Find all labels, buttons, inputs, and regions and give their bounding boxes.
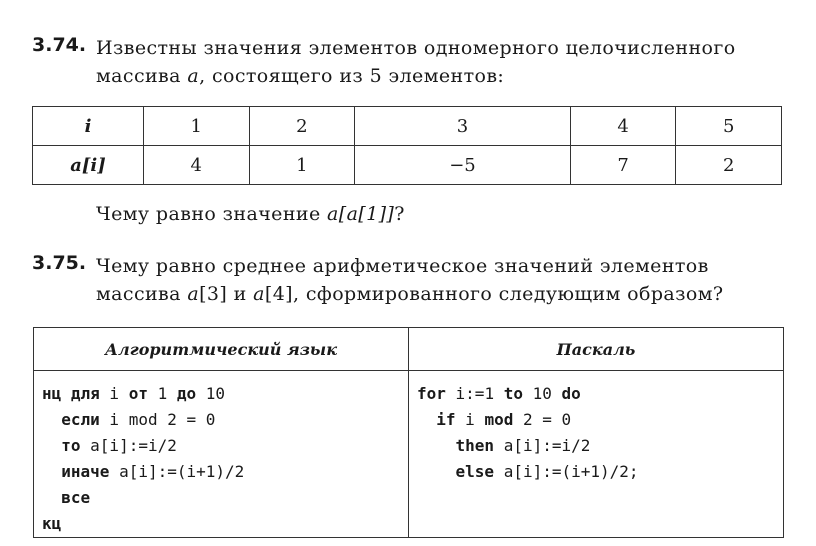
keyword: if	[436, 410, 456, 429]
value-header: a[i]	[33, 146, 144, 185]
code-text: i	[99, 384, 129, 403]
expression: a[a[1]]	[327, 203, 395, 225]
code-text: 2 = 0	[513, 410, 572, 429]
keyword: mod	[484, 410, 514, 429]
pascal-code	[409, 371, 784, 538]
code-header-row	[34, 328, 784, 371]
value-row	[33, 146, 782, 185]
keyword: to	[503, 384, 523, 403]
code-text: 10	[522, 384, 562, 403]
code-text	[42, 488, 61, 507]
code-line	[417, 407, 775, 433]
problem-number: 3.75.	[32, 252, 87, 274]
index-cell: 5	[676, 107, 782, 146]
keyword: все	[61, 488, 91, 507]
code-text: a[i]:=i/2	[80, 436, 177, 455]
array-variable: a	[187, 283, 200, 305]
text-span: , сформированного следующим образом?	[293, 283, 724, 305]
keyword: от	[128, 384, 148, 403]
problem-text	[96, 34, 792, 90]
code-text: a[i]:=(i+1)/2;	[494, 462, 639, 481]
code-line	[42, 381, 400, 407]
problem-line	[96, 62, 792, 90]
problem-text	[96, 252, 792, 308]
code-line	[417, 459, 775, 485]
index-row	[33, 107, 782, 146]
problem-number: 3.74.	[32, 34, 87, 56]
code-body-row	[34, 371, 784, 538]
array-variable: a	[187, 65, 200, 87]
code-line	[42, 433, 400, 459]
keyword: else	[455, 462, 495, 481]
text-span: массива	[96, 65, 188, 87]
code-text	[417, 462, 456, 481]
keyword: до	[176, 384, 197, 403]
code-line	[42, 459, 400, 485]
problem-line: Чему равно среднее арифметическое значений элементов	[96, 255, 709, 277]
keyword: то	[61, 436, 81, 455]
code-line	[417, 433, 775, 459]
array-variable: a	[253, 283, 265, 305]
algo-header: Алгоритмический язык	[34, 328, 409, 371]
value-cell: −5	[355, 146, 571, 185]
keyword: если	[61, 410, 100, 429]
code-text	[42, 410, 61, 429]
pascal-header: Паскаль	[409, 328, 784, 371]
keyword: for	[417, 384, 446, 403]
array-table	[32, 106, 782, 185]
text-span: Чему равно значение	[96, 203, 328, 225]
code-text: 10	[196, 384, 226, 403]
text-span: ?	[394, 203, 405, 225]
problem-375	[32, 252, 792, 308]
code-text: 1	[147, 384, 177, 403]
code-text	[42, 436, 61, 455]
text-span: , состоящего из 5 элементов:	[199, 65, 505, 87]
code-line	[417, 381, 775, 407]
problem-line	[96, 280, 792, 308]
code-text	[417, 410, 436, 429]
algo-code	[34, 371, 409, 538]
question-374	[96, 203, 405, 225]
value-cell: 2	[676, 146, 782, 185]
index-cell: 3	[355, 107, 571, 146]
code-table	[33, 327, 784, 538]
index-cell: 4	[570, 107, 676, 146]
pascal-lines	[417, 381, 775, 485]
code-text	[417, 436, 456, 455]
code-text: i mod 2 = 0	[99, 410, 216, 429]
code-text	[42, 462, 61, 481]
keyword: нц для	[42, 384, 100, 403]
index-cell: 2	[249, 107, 355, 146]
code-text: i	[455, 410, 485, 429]
value-cell: 1	[249, 146, 355, 185]
keyword: иначе	[61, 462, 110, 481]
text-span: и	[227, 283, 254, 305]
problem-374	[32, 34, 792, 90]
code-text: a[i]:=(i+1)/2	[109, 462, 245, 481]
code-text: i:=1	[445, 384, 504, 403]
keyword: кц	[42, 514, 62, 533]
algo-lines	[42, 381, 400, 537]
text-span: массива	[96, 283, 188, 305]
value-cell: 4	[144, 146, 250, 185]
text-span: [3]	[199, 283, 228, 305]
index-header: i	[33, 107, 144, 146]
value-cell: 7	[570, 146, 676, 185]
problem-line: Известны значения элементов одномерного целочисленного	[96, 37, 736, 59]
keyword: then	[455, 436, 495, 455]
index-cell: 1	[144, 107, 250, 146]
text-span: [4]	[264, 283, 293, 305]
code-line	[42, 407, 400, 433]
code-line	[42, 485, 400, 511]
code-line	[42, 511, 400, 537]
keyword: do	[561, 384, 581, 403]
code-text: a[i]:=i/2	[494, 436, 591, 455]
